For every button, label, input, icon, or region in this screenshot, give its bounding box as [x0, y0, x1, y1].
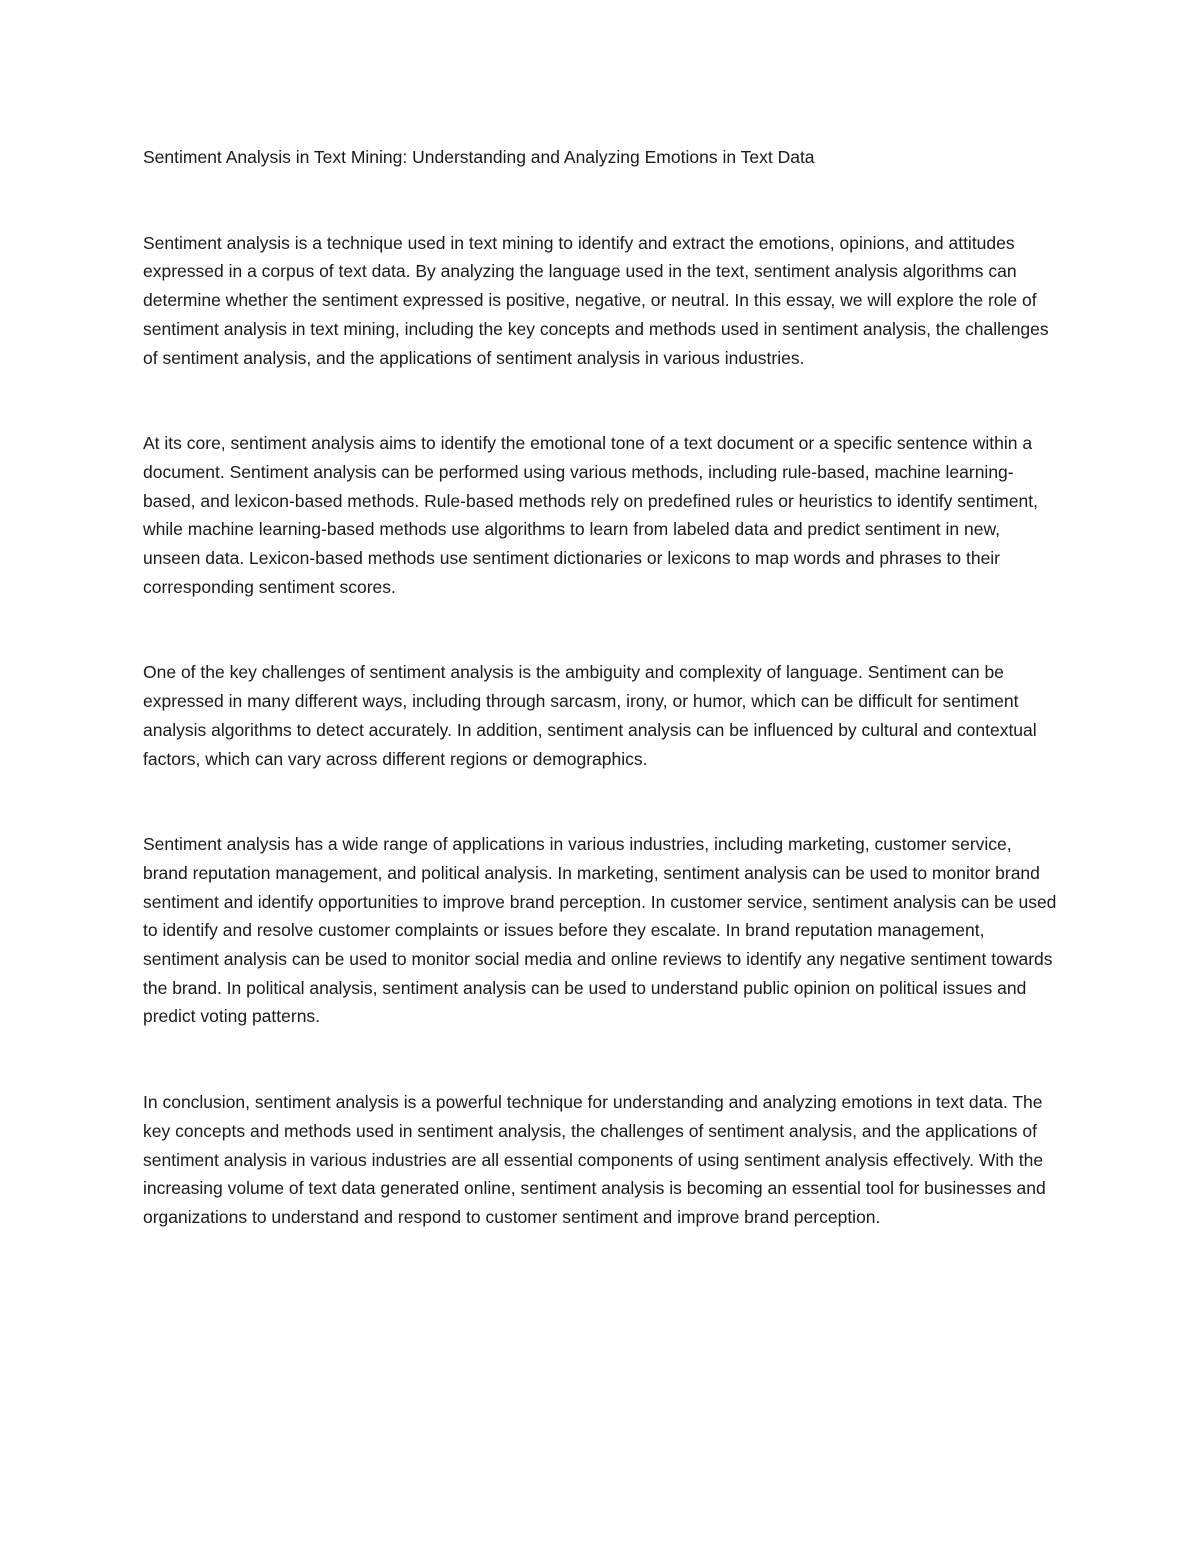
paragraph-introduction: Sentiment analysis is a technique used in text mining to identify and extract the emotions, opinions, and attitudes expressed in a corpus of text data. By analyzing the language used in the text, sentiment analysis algorithms can determine whether the sentiment expressed is positive, negative, or neutral. In this essay, we will explore the role of sentiment analysis in text mining, including the key concepts and methods used in sentiment analysis, the challenges of sentiment analysis, and the applications of sentiment analysis in various industries. — [143, 232, 1049, 368]
document-title: Sentiment Analysis in Text Mining: Understanding and Analyzing Emotions in Text Data — [143, 147, 815, 167]
paragraph-applications: Sentiment analysis has a wide range of applications in various industries, including marketing, customer service, brand reputation management, and political analysis. In marketing, sentiment analysis can be used to monitor brand sentiment and identify opportunities to improve brand perception. In customer service, sentiment analysis can be used to identify and resolve customer complaints or issues before they escalate. In brand reputation management, sentiment analysis can be used to monitor social media and online reviews to identify any negative sentiment towards the brand. In political analysis, sentiment analysis can be used to understand public opinion on political issues and predict voting patterns. — [143, 834, 1057, 1027]
paragraph-core-methods: At its core, sentiment analysis aims to identify the emotional tone of a text document or a specific sentence within a document. Sentiment analysis can be performed using various methods, including rule-based, machine learning-based, and lexicon-based methods. Rule-based methods rely on predefined rules or heuristics to identify sentiment, while machine learning-based methods use algorithms to learn from labeled data and predict sentiment in new, unseen data. Lexicon-based methods use sentiment dictionaries or lexicons to map words and phrases to their corresponding sentiment scores. — [143, 433, 1038, 597]
paragraph-challenges: One of the key challenges of sentiment analysis is the ambiguity and complexity of language. Sentiment can be expressed in many different ways, including through sarcasm, irony, or humor, which can be difficult for sentiment analysis algorithms to detect accurately. In addition, sentiment analysis can be influenced by cultural and contextual factors, which can vary across different regions or demographics. — [143, 662, 1037, 769]
spacer — [143, 372, 1058, 429]
spacer — [143, 1031, 1058, 1088]
spacer — [143, 601, 1058, 658]
spacer — [143, 773, 1058, 830]
paragraph-conclusion: In conclusion, sentiment analysis is a powerful technique for understanding and analyzing emotions in text data. The key concepts and methods used in sentiment analysis, the challenges of sentiment analysis, and the applications of sentiment analysis in various industries are all essential components of using sentiment analysis effectively. With the increasing volume of text data generated online, sentiment analysis is becoming an essential tool for businesses and organizations to understand and respond to customer sentiment and improve brand perception. — [143, 1092, 1046, 1227]
document-body — [143, 143, 1058, 1232]
spacer — [143, 172, 1058, 229]
